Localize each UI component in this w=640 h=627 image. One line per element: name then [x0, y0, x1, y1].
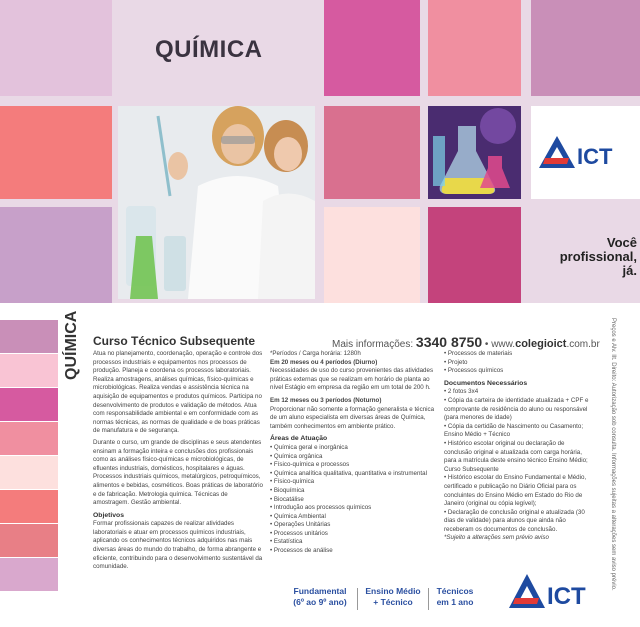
tile — [324, 106, 420, 199]
strip-swatch — [0, 422, 58, 455]
list-item: • Estatística — [270, 538, 303, 546]
level-line: em 1 ano — [436, 597, 474, 607]
schedule-line: *Períodos / Carga horária: 1280h — [270, 350, 361, 357]
career-title: Em 12 meses ou 3 períodos (Noturno) — [270, 396, 382, 404]
tile — [0, 207, 112, 303]
schedule-line: Em 20 meses ou 4 períodos (Diurno) — [270, 358, 378, 366]
list-item: • Processos químicos — [444, 367, 504, 375]
cover-tagline — [527, 236, 637, 278]
divider — [428, 588, 429, 610]
level-line: (6º ao 9º ano) — [293, 597, 347, 607]
schedule-column — [270, 350, 438, 556]
ict-logo — [531, 106, 640, 199]
docs-note: *Sujeito a alterações sem prévio aviso — [444, 534, 549, 542]
tile — [428, 207, 521, 303]
tile — [0, 0, 112, 96]
intro-paragraph: Durante o curso, um grande de disciplinas e seus atendentes ensinam a formação inteira e conclusões dos profissionais como as análises físico-químicas e microbiológicas, de efluentes industriais, domésticos, hospitalares e águas. Processos industriais químicos, metalúrgicos, petroquímicos, alimentos e bebidas, cosméticos. Boas práticas de laboratório e de fabricação. Metrologia química. Técnicas de amostragem. Gestão ambiental. — [93, 438, 263, 507]
list-item: • Físico-química — [270, 478, 315, 486]
list-item: • Projeto — [444, 358, 468, 366]
level-tecnicos — [430, 586, 480, 608]
divider — [357, 588, 358, 610]
list-item: • Processos unitários — [270, 529, 328, 537]
flask-photo — [428, 106, 521, 199]
list-item: • Química orgânica — [270, 452, 323, 460]
level-line: Técnicos — [436, 586, 474, 596]
strip-swatch — [0, 456, 58, 489]
objectives-text: Formar profissionais capazes de realizar atividades laboratoriais e atuar em processos químicos industriais, aplicando os conhecimentos técnicos adquiridos nas mais diversas áreas do mundo do trabalho, de forma abrangente e eficiente, contribuindo para o desenvolvimento sustentável da comunidade. — [93, 520, 263, 571]
intro-paragraph: Atua no planejamento, coordenação, operação e controle dos processos industriais e equipamentos nos processos de produção. Planeja e coordena os processos laboratoriais. Realiza amostragens, análises químicas, físico-químicas e microbiológicas. Realiza vendas e assistência técnica na aquisição de equipamentos e produtos químicos. Participa no desenvolvimento de produtos e validação de métodos. Atua com responsabilidade ambiental e em conformidade com as normas técnicas, as normas de qualidade e de boas práticas de manufatura e de segurança. — [93, 350, 263, 435]
contact-line — [332, 334, 600, 350]
strip-swatch — [0, 490, 58, 523]
list-item: • Operações Unitárias — [270, 521, 331, 529]
objectives-title: Objetivos — [93, 511, 124, 519]
list-item: • 2 fotos 3x4 — [444, 388, 479, 396]
strip-swatch — [0, 388, 58, 421]
docs-subtitle: Curso Subsequente — [444, 465, 499, 473]
schedule-line: Necessidades de uso do curso provenientes das atividades práticas externas que se realizam em horário de planta ao nível Estágio em empresa da região em um total de 200 h. — [270, 367, 434, 392]
side-legal-text: Preços e Alv. Ilt. Direito: Autorização sob consulta. Informações sujeitas a alterações sem aviso prévio. — [610, 318, 616, 591]
course-heading — [93, 334, 255, 348]
strip-swatch — [0, 354, 58, 387]
level-line: Ensino Médio — [365, 586, 421, 596]
list-item: • Processos de materiais — [444, 350, 513, 357]
list-item: • Cópia da certidão de Nascimento ou Casamento; — [444, 422, 584, 430]
areas-list — [270, 444, 438, 556]
bullet-icon: • — [484, 339, 489, 350]
level-line: Fundamental — [293, 586, 347, 596]
intro-column — [93, 350, 263, 572]
list-item: • Química analítica qualitativa, quantitativa e instrumental — [270, 469, 427, 477]
ict-logo-text: ICT — [547, 583, 586, 610]
ict-logo-bottom — [505, 560, 615, 620]
level-ensino-medio — [360, 586, 426, 608]
color-strip — [0, 320, 58, 592]
level-line: + Técnico — [373, 597, 413, 607]
level-fundamental — [287, 586, 353, 608]
areas-title: Áreas de Atuação — [270, 435, 328, 443]
list-item: • Química geral e inorgânica — [270, 443, 348, 451]
list-item: • Introdução aos processos químicos — [270, 504, 372, 512]
list-item: • Histórico escolar do Ensino Fundamental e Médio, certificado e publicação no Diário Oficial para os concluintes do Ensino Médio em Estado do Rio de Janeiro (original ou cópia legível); — [444, 474, 587, 508]
tagline-line: profissional, — [559, 249, 637, 264]
cover-title: QUÍMICA — [155, 36, 263, 63]
list-item: • Cópia da carteira de identidade atualizada + CPF e comprovante de residência do aluno ou responsável (para menores de idade) — [444, 396, 589, 422]
vertical-title: QUÍMICA — [63, 310, 80, 380]
tile — [324, 207, 420, 303]
list-item: • Bioquímica — [270, 486, 305, 494]
lab-photo — [118, 106, 315, 299]
docs-subtitle: Ensino Médio + Técnico — [444, 431, 511, 439]
website-link[interactable] — [491, 339, 600, 350]
list-item: • Físico-química e processos — [270, 461, 350, 469]
url-domain: colegioict — [515, 338, 567, 350]
url-suffix: .com.br — [566, 339, 600, 350]
documents-column — [444, 350, 594, 543]
strip-swatch — [0, 558, 58, 591]
tagline-line: Você — [606, 235, 637, 250]
strip-swatch — [0, 320, 58, 353]
tile — [428, 0, 521, 96]
list-item: • Química Ambiental — [270, 512, 326, 520]
phone-number: 3340 8750 — [415, 334, 483, 350]
ict-logo-text: ICT — [577, 144, 613, 169]
tagline-line: já. — [622, 263, 637, 278]
list-item: • Histórico escolar original ou declaração de conclusão original e atualizada com carga horária, para a matrícula deste ensino técnico Ensino Médio; — [444, 439, 588, 465]
cover-panel — [0, 0, 640, 303]
career-text: Proporcionar não somente a formação generalista e técnica de um aluno especialista em diversas áreas de Química, também conhecimentos em ambiente prático. — [270, 405, 435, 430]
tile — [324, 0, 420, 96]
url-prefix: www. — [491, 339, 516, 350]
tile — [531, 0, 640, 96]
course-title: Curso Técnico Subsequente — [93, 334, 256, 348]
docs-title: Documentos Necessários — [444, 379, 528, 387]
tile — [0, 106, 112, 199]
list-item: • Processos de análise — [270, 547, 333, 555]
contact-prefix: Mais informações: — [332, 339, 414, 350]
strip-swatch — [0, 524, 58, 557]
list-item: • Biocatálise — [270, 495, 304, 503]
list-item: • Declaração de conclusão original e atualizada (30 dias de validade) para alunos que ainda não receberam os documentos de conclusão. — [444, 508, 585, 533]
